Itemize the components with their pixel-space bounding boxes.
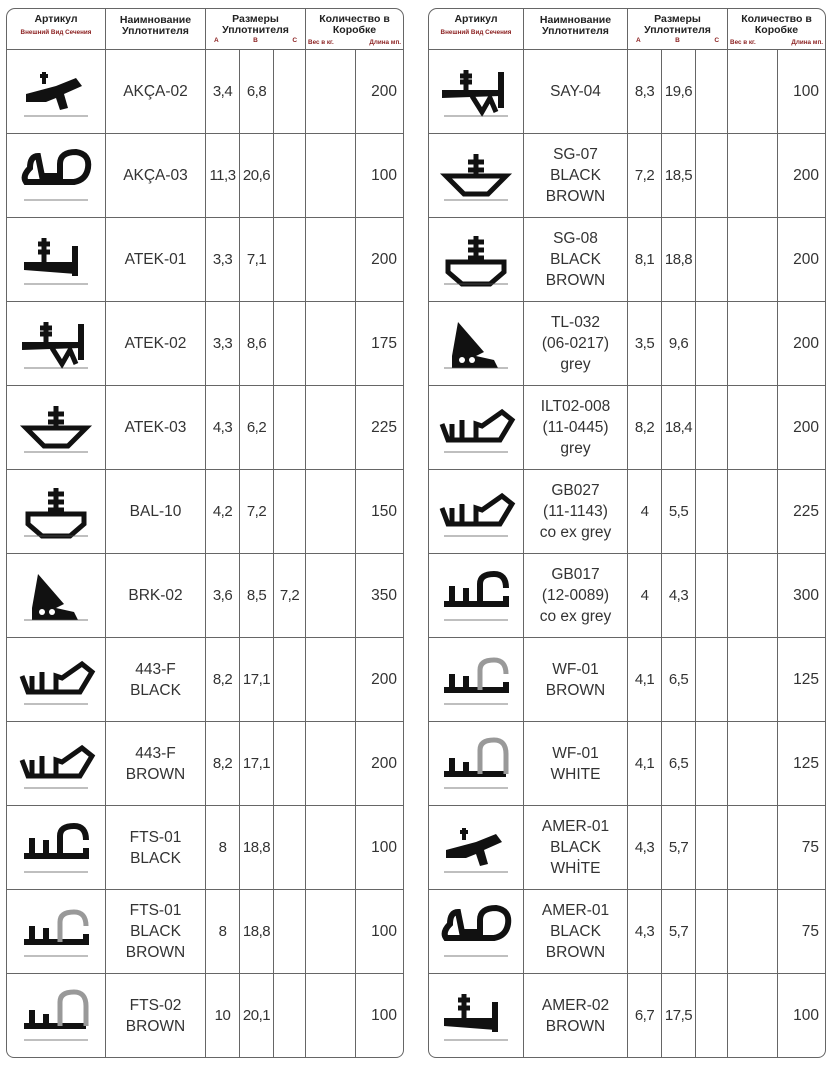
seal-name: 443-F BROWN (106, 722, 206, 806)
seal-name: WF-01 WHITE (524, 722, 628, 806)
size-b: 20,1 (240, 974, 274, 1058)
size-a: 4 (628, 470, 662, 554)
size-a: 4,1 (628, 638, 662, 722)
table-row (6, 134, 404, 218)
size-c (274, 218, 306, 302)
size-b: 18,5 (662, 134, 696, 218)
box-length: 175 (356, 302, 404, 386)
size-c (274, 890, 306, 974)
seal-profile-gb017-icon (428, 554, 524, 638)
size-c (274, 470, 306, 554)
size-c: 7,2 (274, 554, 306, 638)
table-row (6, 218, 404, 302)
box-length: 100 (778, 974, 826, 1058)
size-c (274, 722, 306, 806)
box-length: 300 (778, 554, 826, 638)
box-weight (306, 386, 356, 470)
seal-profile-bal-10-icon (6, 470, 106, 554)
seal-profile-atek-01-icon (6, 218, 106, 302)
box-weight (306, 806, 356, 890)
box-length: 75 (778, 806, 826, 890)
box-weight (306, 890, 356, 974)
size-c (274, 386, 306, 470)
box-length: 150 (356, 470, 404, 554)
box-length: 200 (778, 134, 826, 218)
size-a: 4,3 (628, 890, 662, 974)
seal-name: AMER-01 BLACK WHİTE (524, 806, 628, 890)
size-a: 4,3 (206, 386, 240, 470)
seal-profile-443-f-brown-icon (6, 722, 106, 806)
size-c (696, 134, 728, 218)
box-weight (728, 386, 778, 470)
box-length: 200 (778, 218, 826, 302)
seal-name: AKÇA-03 (106, 134, 206, 218)
box-length: 100 (778, 50, 826, 134)
seal-name: TL-032 (06-0217) grey (524, 302, 628, 386)
box-weight (728, 974, 778, 1058)
header-name: Наимнование Уплотнителя (524, 8, 628, 50)
box-weight (306, 470, 356, 554)
size-c (696, 806, 728, 890)
box-weight (728, 134, 778, 218)
size-c (696, 386, 728, 470)
seal-name: SG-08 BLACK BROWN (524, 218, 628, 302)
box-length: 200 (356, 50, 404, 134)
size-c (696, 50, 728, 134)
box-weight (306, 218, 356, 302)
box-weight (728, 302, 778, 386)
table-row (6, 386, 404, 470)
box-weight (306, 722, 356, 806)
seal-name: BRK-02 (106, 554, 206, 638)
size-c (696, 722, 728, 806)
size-b: 6,5 (662, 638, 696, 722)
size-a: 8,1 (628, 218, 662, 302)
box-length: 350 (356, 554, 404, 638)
box-length: 200 (356, 722, 404, 806)
size-c (696, 218, 728, 302)
size-b: 9,6 (662, 302, 696, 386)
table-row (428, 134, 826, 218)
box-weight (306, 638, 356, 722)
seal-name: ATEK-01 (106, 218, 206, 302)
box-weight (728, 638, 778, 722)
box-length: 75 (778, 890, 826, 974)
seal-name: WF-01 BROWN (524, 638, 628, 722)
size-b: 18,8 (662, 218, 696, 302)
size-c (274, 134, 306, 218)
seal-name: SAY-04 (524, 50, 628, 134)
size-c (696, 638, 728, 722)
size-b: 18,8 (240, 806, 274, 890)
size-a: 3,3 (206, 218, 240, 302)
size-a: 4,2 (206, 470, 240, 554)
size-a: 4 (628, 554, 662, 638)
table-row (6, 50, 404, 134)
seal-profile-tl-032-icon (428, 302, 524, 386)
seal-name: GB027 (11-1143) co ex grey (524, 470, 628, 554)
size-b: 6,8 (240, 50, 274, 134)
seal-name: BAL-10 (106, 470, 206, 554)
box-length: 125 (778, 638, 826, 722)
size-a: 3,5 (628, 302, 662, 386)
seal-profile-atek-03-icon (6, 386, 106, 470)
size-a: 8 (206, 890, 240, 974)
box-weight (306, 974, 356, 1058)
header-article: Артикул Внешний Вид Сечения (428, 8, 524, 50)
seal-profile-443-f-black-icon (6, 638, 106, 722)
box-weight (306, 134, 356, 218)
table-row (428, 50, 826, 134)
size-a: 6,7 (628, 974, 662, 1058)
size-b: 7,2 (240, 470, 274, 554)
size-b: 19,6 (662, 50, 696, 134)
size-b: 8,6 (240, 302, 274, 386)
seal-profile-wf-01-white-icon (428, 722, 524, 806)
seal-name: FTS-01 BLACK BROWN (106, 890, 206, 974)
size-b: 17,1 (240, 638, 274, 722)
table-row (6, 722, 404, 806)
box-length: 100 (356, 974, 404, 1058)
seal-profile-amer-01-white-icon (428, 806, 524, 890)
table-row (428, 302, 826, 386)
box-length: 100 (356, 134, 404, 218)
table-row (6, 554, 404, 638)
table-row (6, 638, 404, 722)
table-row (428, 638, 826, 722)
seal-name: AKÇA-02 (106, 50, 206, 134)
box-weight (728, 470, 778, 554)
box-weight (728, 806, 778, 890)
size-b: 20,6 (240, 134, 274, 218)
seal-profile-akca-03-icon (6, 134, 106, 218)
seal-profile-amer-02-icon (428, 974, 524, 1058)
box-length: 200 (778, 302, 826, 386)
size-a: 8,2 (628, 386, 662, 470)
seal-profile-brk-02-icon (6, 554, 106, 638)
size-a: 3,3 (206, 302, 240, 386)
seal-profile-sg-07-icon (428, 134, 524, 218)
table-row (428, 974, 826, 1058)
header-box-qty: Количество в Коробке Вес в кг. Длина мп. (306, 8, 404, 50)
seal-profile-akca-02-icon (6, 50, 106, 134)
seal-name: ILT02-008 (11-0445) grey (524, 386, 628, 470)
table-row (6, 806, 404, 890)
seal-name: FTS-01 BLACK (106, 806, 206, 890)
size-b: 6,2 (240, 386, 274, 470)
seal-name: AMER-01 BLACK BROWN (524, 890, 628, 974)
size-c (274, 806, 306, 890)
box-weight (306, 50, 356, 134)
box-length: 100 (356, 890, 404, 974)
size-b: 5,7 (662, 890, 696, 974)
size-a: 11,3 (206, 134, 240, 218)
table-row (6, 890, 404, 974)
size-c (696, 974, 728, 1058)
seal-name: FTS-02 BROWN (106, 974, 206, 1058)
size-a: 8,3 (628, 50, 662, 134)
box-weight (306, 302, 356, 386)
size-a: 3,6 (206, 554, 240, 638)
size-a: 4,1 (628, 722, 662, 806)
size-b: 18,8 (240, 890, 274, 974)
size-c (274, 50, 306, 134)
box-weight (728, 50, 778, 134)
size-a: 10 (206, 974, 240, 1058)
table-row (428, 554, 826, 638)
size-c (696, 554, 728, 638)
seal-name: AMER-02 BROWN (524, 974, 628, 1058)
size-b: 5,5 (662, 470, 696, 554)
table-row (428, 722, 826, 806)
box-length: 200 (778, 386, 826, 470)
seal-profile-sg-08-icon (428, 218, 524, 302)
header-sizes: Размеры Уплотнителя A B C (628, 8, 728, 50)
size-c (274, 974, 306, 1058)
box-length: 200 (356, 218, 404, 302)
box-weight (728, 890, 778, 974)
table-row (428, 806, 826, 890)
size-c (274, 302, 306, 386)
box-weight (728, 722, 778, 806)
seal-name: ATEK-02 (106, 302, 206, 386)
seal-name: 443-F BLACK (106, 638, 206, 722)
seal-profile-fts-01-black-brown-icon (6, 890, 106, 974)
size-a: 7,2 (628, 134, 662, 218)
box-length: 225 (356, 386, 404, 470)
seal-profile-fts-02-brown-icon (6, 974, 106, 1058)
seal-profile-atek-02-icon (6, 302, 106, 386)
box-length: 100 (356, 806, 404, 890)
size-a: 3,4 (206, 50, 240, 134)
size-c (696, 890, 728, 974)
size-b: 6,5 (662, 722, 696, 806)
size-c (696, 470, 728, 554)
size-b: 8,5 (240, 554, 274, 638)
header-name: Наимнование Уплотнителя (106, 8, 206, 50)
seal-name: ATEK-03 (106, 386, 206, 470)
size-a: 8,2 (206, 722, 240, 806)
seal-profile-wf-01-brown-icon (428, 638, 524, 722)
seal-name: GB017 (12-0089) co ex grey (524, 554, 628, 638)
table-row (6, 470, 404, 554)
size-b: 7,1 (240, 218, 274, 302)
seal-profile-amer-01-brown-icon (428, 890, 524, 974)
box-length: 225 (778, 470, 826, 554)
table-row (6, 302, 404, 386)
size-b: 18,4 (662, 386, 696, 470)
table-row (6, 974, 404, 1058)
seal-table-right (428, 8, 826, 1058)
seal-profile-ilt02-008-icon (428, 386, 524, 470)
box-weight (728, 554, 778, 638)
seal-profile-gb027-icon (428, 470, 524, 554)
box-weight (306, 554, 356, 638)
header-box-qty: Количество в Коробке Вес в кг. Длина мп. (728, 8, 826, 50)
box-length: 200 (356, 638, 404, 722)
box-length: 125 (778, 722, 826, 806)
seal-profile-fts-01-black-icon (6, 806, 106, 890)
table-row (428, 470, 826, 554)
size-b: 5,7 (662, 806, 696, 890)
seal-profile-say-04-icon (428, 50, 524, 134)
size-c (696, 302, 728, 386)
table-row (428, 386, 826, 470)
size-a: 4,3 (628, 806, 662, 890)
size-a: 8 (206, 806, 240, 890)
size-b: 17,1 (240, 722, 274, 806)
size-b: 17,5 (662, 974, 696, 1058)
size-c (274, 638, 306, 722)
size-a: 8,2 (206, 638, 240, 722)
seal-table-left (6, 8, 404, 1058)
seal-name: SG-07 BLACK BROWN (524, 134, 628, 218)
header-article: Артикул Внешний Вид Сечения (6, 8, 106, 50)
size-b: 4,3 (662, 554, 696, 638)
table-row (428, 218, 826, 302)
box-weight (728, 218, 778, 302)
table-row (428, 890, 826, 974)
header-sizes: Размеры Уплотнителя A B C (206, 8, 306, 50)
